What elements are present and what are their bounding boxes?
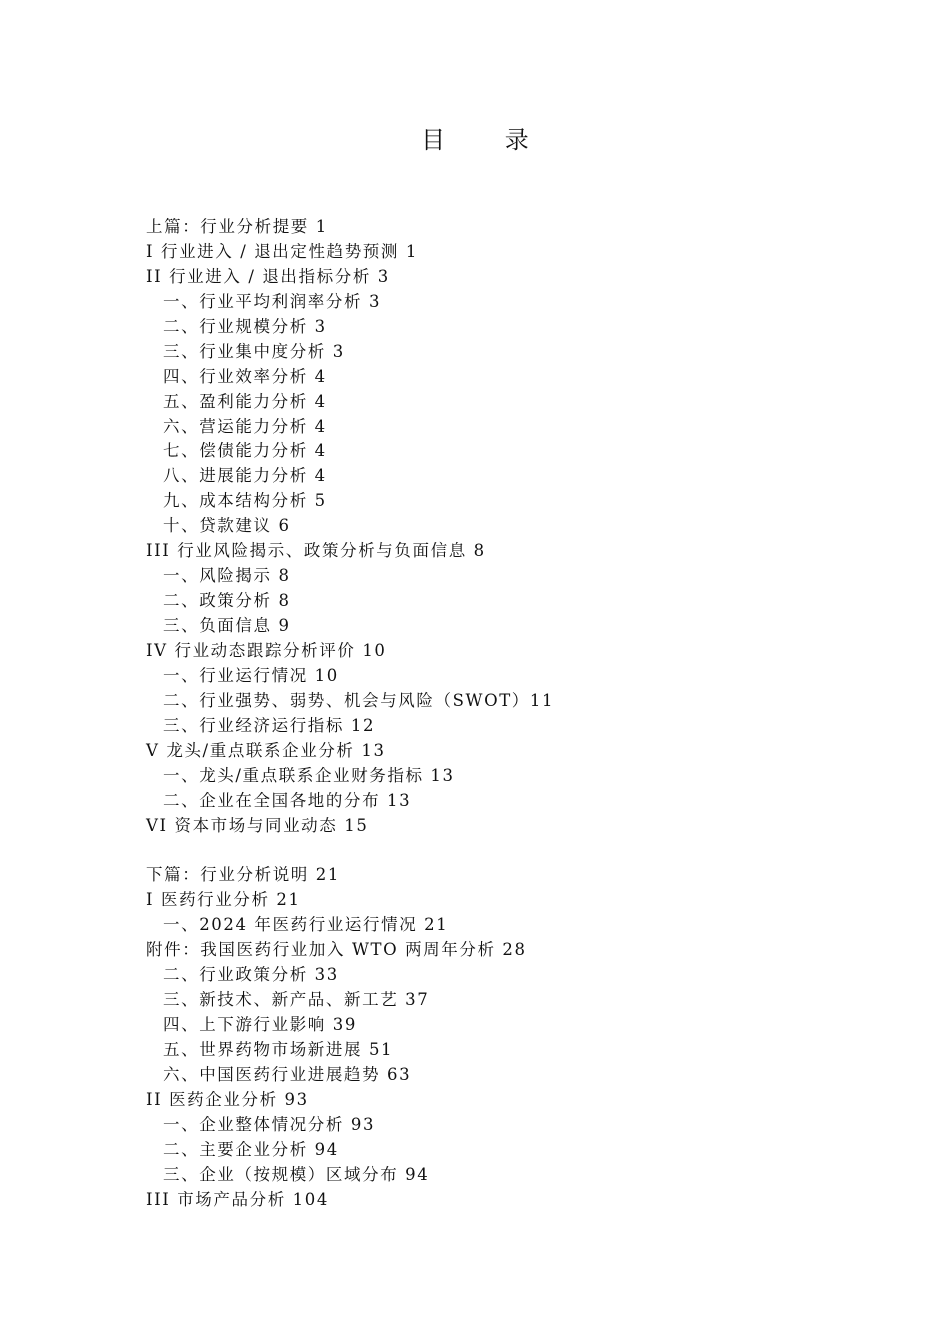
toc-entry[interactable]: 一、行业平均利润率分析 3	[163, 291, 382, 311]
toc-entry[interactable]: 五、盈利能力分析 4	[163, 391, 327, 411]
toc-entry[interactable]: 四、行业效率分析 4	[163, 366, 327, 386]
toc-entry[interactable]: 六、中国医药行业进展趋势 63	[163, 1064, 412, 1084]
toc-entry[interactable]: 三、新技术、新产品、新工艺 37	[163, 990, 430, 1010]
toc-entry[interactable]: 一、行业运行情况 10	[163, 665, 339, 685]
toc-entry[interactable]: 三、负面信息 9	[163, 616, 291, 635]
toc-entry[interactable]: 一、风险揭示 8	[163, 566, 291, 586]
toc-entry[interactable]: III 行业风险揭示、政策分析与负面信息 8	[146, 541, 486, 561]
toc-entry[interactable]: II 医药企业分析 93	[146, 1089, 309, 1109]
toc-entry[interactable]: 二、主要企业分析 94	[163, 1139, 339, 1159]
toc-entry[interactable]: 附件：我国医药行业加入 WTO 两周年分析 28	[146, 940, 527, 960]
toc-entry[interactable]: I 行业进入 / 退出定性趋势预测 1	[146, 241, 418, 261]
toc-entry[interactable]: 四、上下游行业影响 39	[163, 1015, 357, 1034]
toc-entry[interactable]: 九、成本结构分析 5	[163, 491, 327, 511]
toc-entry[interactable]: 二、企业在全国各地的分布 13	[163, 790, 412, 810]
toc-entry[interactable]: 三、企业（按规模）区域分布 94	[163, 1164, 430, 1184]
toc-entry[interactable]: 七、偿债能力分析 4	[163, 441, 327, 461]
toc-entry[interactable]: VI 资本市场与同业动态 15	[146, 815, 369, 835]
toc-entry[interactable]: 一、龙头/重点联系企业财务指标 13	[163, 765, 455, 785]
toc-entry[interactable]: 一、2024 年医药行业运行情况 21	[163, 915, 449, 935]
toc-entry[interactable]: 二、政策分析 8	[163, 591, 291, 611]
toc-entry[interactable]: 十、贷款建议 6	[163, 516, 291, 536]
toc-entry[interactable]: 二、行业强势、弱势、机会与风险（SWOT）11	[163, 690, 555, 710]
toc-entry[interactable]: 六、营运能力分析 4	[163, 416, 327, 436]
toc-entry[interactable]: 二、行业政策分析 33	[163, 965, 339, 985]
table-of-contents	[146, 215, 866, 1213]
toc-entry[interactable]: IV 行业动态跟踪分析评价 10	[146, 640, 387, 660]
toc-entry[interactable]: II 行业进入 / 退出指标分析 3	[146, 266, 390, 286]
toc-entry[interactable]: V 龙头/重点联系企业分析 13	[146, 740, 386, 760]
page-title: 目 录	[421, 126, 555, 154]
toc-entry[interactable]: III 市场产品分析 104	[146, 1189, 329, 1209]
toc-entry[interactable]: 上篇：行业分析提要 1	[146, 217, 328, 236]
toc-entry[interactable]: 五、世界药物市场新进展 51	[163, 1039, 394, 1059]
toc-entry[interactable]: 八、进展能力分析 4	[163, 466, 327, 486]
toc-entry[interactable]: 三、行业集中度分析 3	[163, 341, 345, 361]
toc-entry[interactable]: 三、行业经济运行指标 12	[163, 715, 376, 735]
toc-entry[interactable]: 二、行业规模分析 3	[163, 316, 327, 336]
toc-entry[interactable]: 下篇：行业分析说明 21	[146, 865, 340, 885]
toc-spacer	[146, 838, 866, 863]
toc-entry[interactable]: 一、企业整体情况分析 93	[163, 1114, 376, 1134]
toc-entry[interactable]: I 医药行业分析 21	[146, 890, 301, 910]
